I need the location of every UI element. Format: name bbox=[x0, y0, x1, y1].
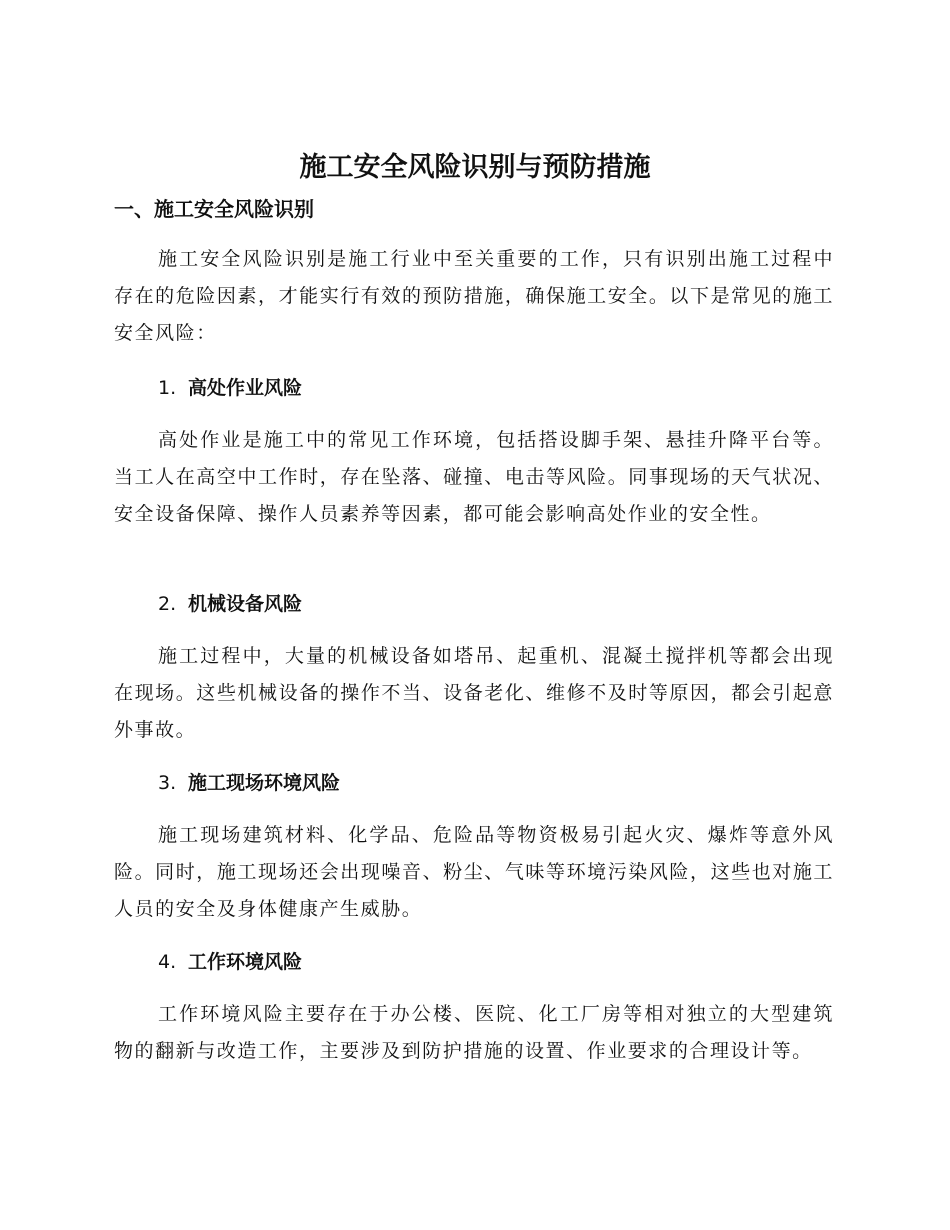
risk-paragraph-2: 施工过程中，大量的机械设备如塔吊、起重机、混凝土搅拌机等都会出现在现场。这些机械设备的操作不当、设备老化、维修不及时等原因，都会引起意外事故。 bbox=[114, 645, 834, 741]
risk-number: 3. bbox=[158, 772, 177, 794]
risk-heading-1 bbox=[158, 373, 302, 403]
risk-title: 高处作业风险 bbox=[188, 377, 303, 399]
risk-title: 施工现场环境风险 bbox=[188, 772, 341, 794]
risk-title: 工作环境风险 bbox=[188, 951, 303, 973]
risk-paragraph-4: 工作环境风险主要存在于办公楼、医院、化工厂房等相对独立的大型建筑物的翻新与改造工作，主要涉及到防护措施的设置、作业要求的合理设计等。 bbox=[114, 1003, 834, 1062]
risk-number: 1. bbox=[158, 377, 177, 399]
risk-title: 机械设备风险 bbox=[188, 593, 303, 615]
risk-number: 2. bbox=[158, 593, 177, 615]
risk-number: 4. bbox=[158, 951, 177, 973]
risk-heading-2 bbox=[158, 589, 302, 619]
risk-heading-3 bbox=[158, 768, 340, 798]
risk-heading-4 bbox=[158, 947, 302, 977]
section-heading-risk-identification: 一、施工安全风险识别 bbox=[114, 197, 314, 221]
document-title: 施工安全风险识别与预防措施 bbox=[299, 152, 651, 183]
risk-paragraph-3: 施工现场建筑材料、化学品、危险品等物资极易引起火灾、爆炸等意外风险。同时，施工现场还会出现噪音、粉尘、气味等环境污染风险，这些也对施工人员的安全及身体健康产生威胁。 bbox=[114, 824, 834, 920]
risk-paragraph-1: 高处作业是施工中的常见工作环境，包括搭设脚手架、悬挂升降平台等。当工人在高空中工作时，存在坠落、碰撞、电击等风险。同事现场的天气状况、安全设备保障、操作人员素养等因素，都可能会影响高处作业的安全性。 bbox=[114, 429, 834, 525]
intro-paragraph: 施工安全风险识别是施工行业中至关重要的工作，只有识别出施工过程中存在的危险因素，才能实行有效的预防措施，确保施工安全。以下是常见的施工安全风险： bbox=[114, 248, 834, 344]
